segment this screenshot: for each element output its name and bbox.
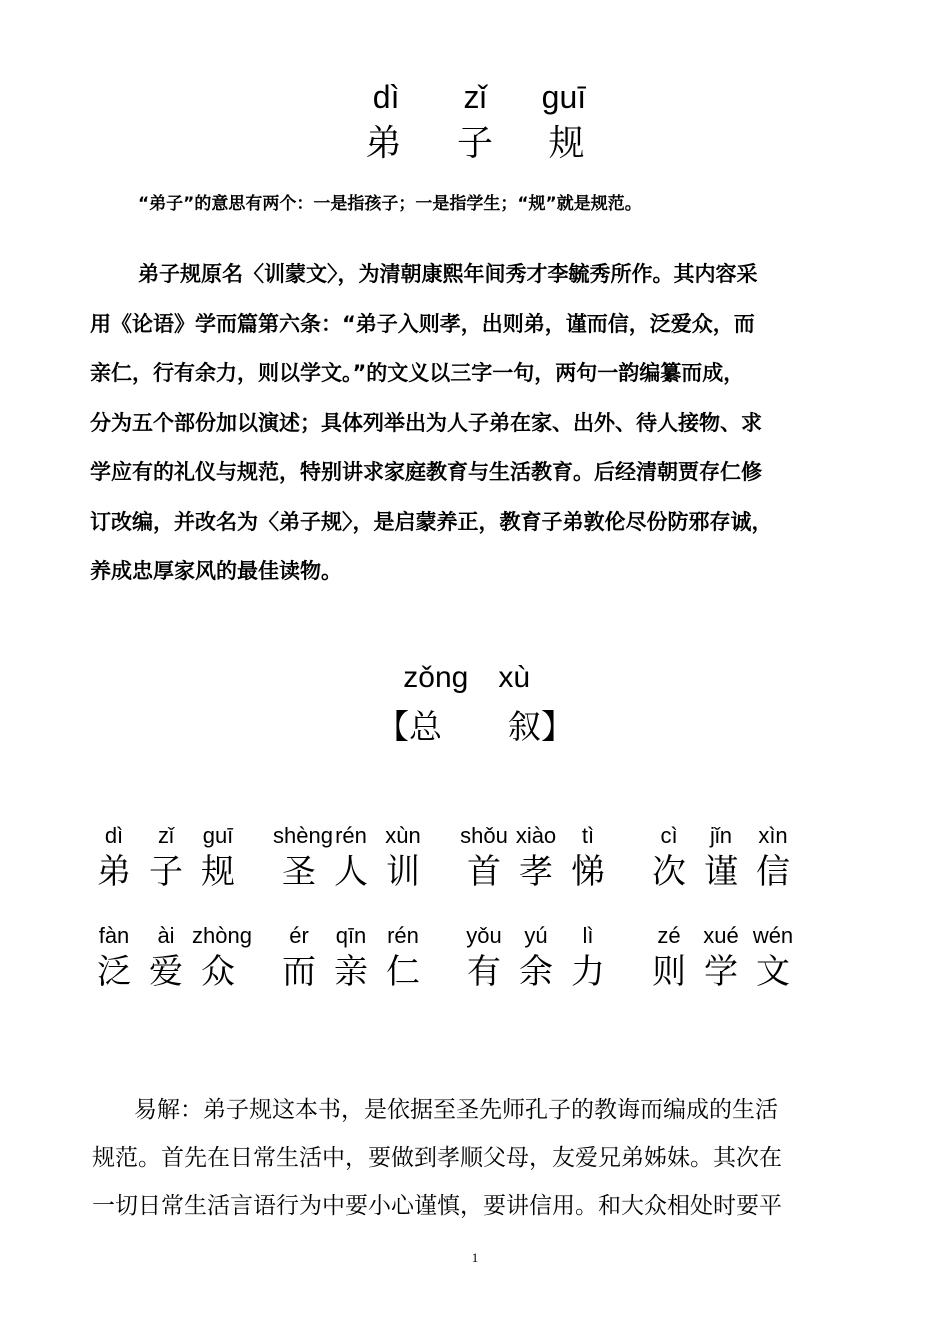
verse-character: 信 [756,852,790,892]
verse-character: 人 [334,852,368,892]
verse-phrase-pinyin [458,822,643,850]
pinyin-syllable: jǐn [709,823,732,848]
pinyin-syllable: zǐ [158,823,174,848]
pinyin-syllable: rén [387,923,419,948]
verse-phrase-pinyin [643,922,828,950]
pinyin-syllable: guī [202,823,234,848]
verse-phrase [458,950,643,994]
title-pinyin [0,78,950,116]
pinyin-syllable: ér [289,923,309,948]
pinyin-syllable: lì [582,923,594,948]
verse-block [88,922,828,994]
verse-phrase-pinyin [273,822,458,850]
intro-line: 用《论语》学而篇第六条：“弟子入则孝，出则弟，谨而信，泛爱众，而 [90,311,755,336]
verse-character: 仁 [386,952,420,992]
pinyin-syllable: xìn [758,823,788,848]
title-note: “弟子”的意思有两个：一是指孩子；一是指学生；“规”就是规范。 [138,194,642,214]
explanation-line: 一切日常生活言语行为中要小心谨慎，要讲信用。和大众相处时要平 [92,1193,782,1219]
verse-character: 余 [519,952,553,992]
verse-character: 训 [386,852,420,892]
verse-phrase-pinyin [88,922,273,950]
pinyin-syllable: shèng [273,823,333,848]
verse-character: 而 [282,952,316,992]
verse-phrase [458,850,643,894]
pinyin-syllable: shǒu [460,823,508,848]
title-pinyin-syllable: dì [372,79,400,115]
pinyin-syllable: rén [335,823,367,848]
verse-phrase [643,850,828,894]
intro-line: 亲仁，行有余力，则以学文。”的文义以三字一句，两句一韵编纂而成， [90,361,745,385]
verse-block [88,822,828,894]
pinyin-syllable: xùn [385,823,421,848]
verse-character: 弟 [97,852,131,892]
verse-phrase [273,950,458,994]
verse-phrase [88,950,273,994]
verse-phrase-pinyin [643,822,828,850]
verse-phrase [88,850,273,894]
intro-line: 养成忠厚家风的最佳读物。 [90,559,342,583]
pinyin-syllable: ài [157,923,175,948]
verse-character: 圣 [282,852,316,892]
verse-hanzi-row [88,950,828,994]
verse-character: 众 [201,952,235,992]
verse-character: 泛 [97,952,131,992]
intro-line: 分为五个部份加以演述；具体列举出为人子弟在家、出外、待人接物、求 [90,410,762,435]
title-character: 规 [548,123,585,164]
verse-character: 次 [652,852,686,892]
explanation-paragraph [92,1086,872,1230]
section-pinyin [0,660,950,696]
verse-character: 首 [467,852,501,892]
pinyin-syllable: cì [660,823,678,848]
verse-pinyin-row [88,822,828,850]
verse-phrase-pinyin [458,922,643,950]
section-heading: 【总 叙】 [376,707,574,746]
intro-line: 学应有的礼仪与规范，特别讲求家庭教育与生活教育。后经清朝贾存仁修 [90,460,762,484]
section-pinyin-syllable: xù [498,661,531,694]
pinyin-syllable: yǒu [466,923,502,948]
verse-hanzi-row [88,850,828,894]
intro-paragraph [90,250,910,597]
page-title [0,122,950,166]
title-pinyin-syllable: guī [541,79,587,115]
verse-phrase-pinyin [88,822,273,850]
page-number: 1 [471,1250,479,1265]
section-pinyin-syllable: zǒng [403,661,469,694]
title-pinyin-syllable: zǐ [463,79,487,115]
pinyin-syllable: qīn [335,923,367,948]
verse-pinyin-row [88,922,828,950]
verse-character: 爱 [149,952,183,992]
verse-character: 子 [149,852,183,892]
pinyin-syllable: wén [752,923,794,948]
verse-character: 规 [201,852,235,892]
verse-phrase [273,850,458,894]
pinyin-syllable: dì [104,823,124,848]
explanation-line: 规范。首先在日常生活中，要做到孝顺父母，友爱兄弟姊妹。其次在 [92,1145,782,1171]
verse-character: 有 [467,952,501,992]
pinyin-syllable: zé [657,923,681,948]
title-character: 弟 [365,123,402,164]
verse-character: 悌 [571,852,605,892]
pinyin-syllable: tì [581,823,595,848]
pinyin-syllable: xiào [515,823,557,848]
title-character: 子 [456,123,493,164]
verse-character: 力 [571,952,605,992]
pinyin-syllable: xué [703,923,739,948]
pinyin-syllable: zhòng [192,923,252,948]
verse-character: 文 [756,952,790,992]
verse-character: 学 [704,952,738,992]
verse-character: 亲 [334,952,368,992]
verse-phrase [643,950,828,994]
verse-phrase-pinyin [273,922,458,950]
intro-line: 订改编，并改名为〈弟子规〉，是启蒙养正，教育子弟敦伦尽份防邪存诚， [90,509,773,534]
verse-character: 则 [652,952,686,992]
pinyin-syllable: yú [524,923,548,948]
intro-line: 弟子规原名〈训蒙文〉，为清朝康熙年间秀才李毓秀所作。其内容采 [138,262,758,286]
verse-character: 谨 [704,852,738,892]
verse-character: 孝 [519,852,553,892]
explanation-line: 易解：弟子规这本书，是依据至圣先师孔子的教诲而编成的生活 [134,1097,778,1123]
pinyin-syllable: fàn [98,923,130,948]
